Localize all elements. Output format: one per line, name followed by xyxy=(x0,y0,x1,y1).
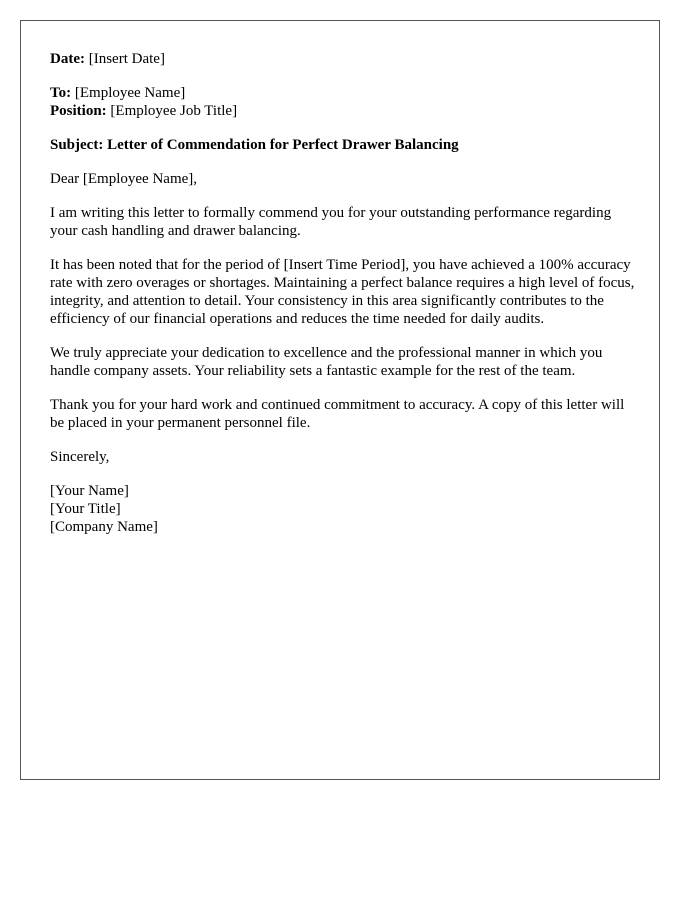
letter-body xyxy=(50,50,640,536)
to-label: To: xyxy=(50,85,72,101)
position-label: Position: xyxy=(50,103,107,119)
to-value: [Employee Name] xyxy=(71,85,186,101)
signature-name: [Your Name] xyxy=(50,483,129,499)
to-line xyxy=(50,84,640,102)
subject-line: Subject: Letter of Commendation for Perfect Drawer Balancing xyxy=(50,137,459,153)
paragraph-thanks: Thank you for your hard work and continued commitment to accuracy. A copy of this letter will be placed in your permanent personnel file. xyxy=(50,397,625,431)
letter-frame xyxy=(20,20,660,780)
closing: Sincerely, xyxy=(50,449,110,465)
position-value: [Employee Job Title] xyxy=(106,103,238,119)
salutation: Dear [Employee Name], xyxy=(50,171,198,187)
date-label: Date: xyxy=(50,51,85,67)
paragraph-intro: I am writing this letter to formally commend you for your outstanding performance regarding your cash handling and drawer balancing. xyxy=(50,205,612,239)
signature-company: [Company Name] xyxy=(50,519,158,535)
paragraph-achievement: It has been noted that for the period of [Insert Time Period], you have achieved a 100% accuracy rate with zero overages or shortages. Maintaining a perfect balance requires a high level of focus, integrity, and attention to detail. Your consistency in this area significantly contributes to the efficiency of our financial operations and reduces the time needed for daily audits. xyxy=(50,257,635,327)
signature-title: [Your Title] xyxy=(50,501,121,517)
signature-block xyxy=(50,482,640,536)
date-line xyxy=(50,50,640,68)
paragraph-appreciation: We truly appreciate your dedication to excellence and the professional manner in which you handle company assets. Your reliability sets a fantastic example for the rest of the team. xyxy=(50,345,603,379)
date-value: [Insert Date] xyxy=(84,51,165,67)
recipient-block xyxy=(50,84,640,120)
position-line xyxy=(50,102,640,120)
